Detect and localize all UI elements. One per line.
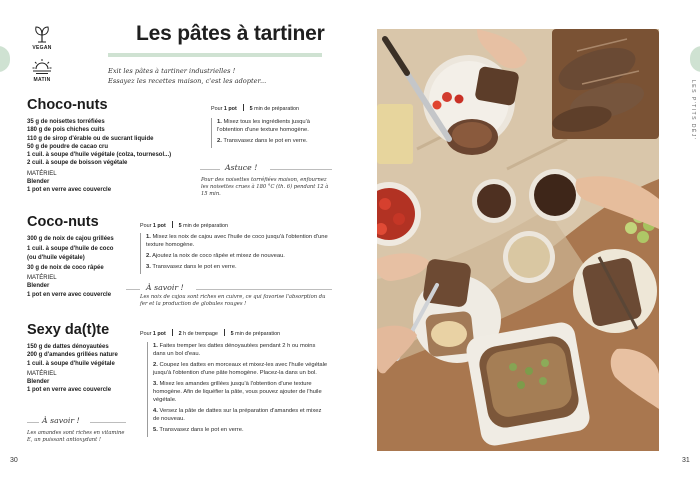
tip-rule xyxy=(27,422,39,423)
equipment-item: 1 pot en verre avec couvercle xyxy=(27,187,112,194)
tip-rule xyxy=(126,289,140,290)
steps-rule xyxy=(147,342,148,437)
recipe-meta-sexy-date xyxy=(140,329,280,337)
portion-value: 1 pot xyxy=(223,106,237,112)
intro-line: Exit les pâtes à tartiner industrielles ! xyxy=(108,67,236,75)
page-number-left: 30 xyxy=(10,457,18,464)
step-text: Faites tremper les dattes dénoyautées pendant 2 h ou moins dans un bol d'eau. xyxy=(153,343,316,357)
meta-separator xyxy=(172,329,173,336)
step-text: Ajoutez la noix de coco râpée et mixez de nouveau. xyxy=(150,253,285,259)
page-title: Les pâtes à tartiner xyxy=(136,22,325,45)
portion-prefix: Pour xyxy=(140,223,153,229)
time-value: 5 xyxy=(249,106,253,112)
steps-coco-nuts xyxy=(140,233,330,274)
spreads-table-illustration xyxy=(377,29,659,451)
step xyxy=(140,263,330,271)
equipment-item: Blender xyxy=(27,283,50,290)
tip-rule xyxy=(90,422,126,423)
step-text: Transvasez dans le pot en verre. xyxy=(221,138,308,144)
step-number: 3. xyxy=(146,264,151,270)
time-label: min de préparation xyxy=(233,331,281,337)
step-text: Mixez les noix de cajou avec l'huile de coco jusqu'à l'obtention d'une texture homogène. xyxy=(146,234,328,248)
ingredient: 180 g de pois chiches cuits xyxy=(27,127,105,134)
tip-title: À savoir ! xyxy=(42,416,80,425)
page-number-right: 31 xyxy=(682,457,690,464)
recipe-meta-coco-nuts xyxy=(140,221,228,229)
section-vertical-label: LES P'TITS DÉJ' xyxy=(690,80,696,141)
step-number: 2. xyxy=(217,138,222,144)
step-number: 1. xyxy=(153,343,158,349)
ingredient: 35 g de noisettes torréfiées xyxy=(27,119,105,125)
equipment-item: Blender xyxy=(27,179,50,186)
step-number: 2. xyxy=(153,362,158,368)
time-label: min de préparation xyxy=(252,106,300,112)
step-text: Transvasez dans le pot en verre. xyxy=(150,264,237,270)
tip-text: Pour des noisettes torréfiées maison, enfournez les noisettes crues à 180 °C (th. 6) pendant 12 à 15 min. xyxy=(201,177,329,198)
step-text: Versez la pâte de dattes sur la préparation d'amandes et mixez de nouveau. xyxy=(153,408,322,422)
steps-rule xyxy=(211,118,212,148)
time-value: 5 xyxy=(178,223,182,229)
step-text: Coupez les dattes en morceaux et mixez-les avec l'huile végétale jusqu'à l'obtention d'une pâte homogène. Placez-la dans un bol. xyxy=(153,362,328,376)
sunrise-icon xyxy=(31,56,53,76)
step xyxy=(147,361,329,377)
portion-value: 1 pot xyxy=(152,223,166,229)
step-number: 1. xyxy=(217,119,222,125)
portion-prefix: Pour xyxy=(140,331,153,337)
tip-rule xyxy=(196,289,332,290)
step-number: 5. xyxy=(153,427,158,433)
recipe-meta-choco-nuts xyxy=(211,104,299,112)
step xyxy=(211,137,333,145)
step-text: Mixez tous les ingrédients jusqu'à l'obtention d'une texture homogène. xyxy=(217,119,310,133)
equipment-item: Blender xyxy=(27,379,50,386)
meta-separator xyxy=(172,221,173,228)
intro-line: Essayez les recettes maison, c'est les adopter... xyxy=(108,77,267,85)
portion-prefix: Pour xyxy=(211,106,224,112)
section-tab-marker xyxy=(690,46,700,72)
ingredient: 30 g de noix de coco râpée xyxy=(27,264,104,271)
matin-label: MATIN xyxy=(33,77,51,83)
materiel-label: MATÉRIEL xyxy=(27,170,57,177)
step-number: 2. xyxy=(146,253,151,259)
step-text: Transvasez dans le pot en verre. xyxy=(157,427,244,433)
ingredient: 1 cuil. à soupe d'huile végétale (colza, tournesol...) xyxy=(27,152,172,159)
step xyxy=(147,380,329,404)
ingredient: 200 g d'amandes grillées nature xyxy=(27,352,118,359)
title-underline xyxy=(108,53,322,57)
right-page xyxy=(350,0,700,479)
tip-text: Les amandes sont riches en vitamine E, un puissant antioxydant ! xyxy=(27,430,125,444)
ingredients-sexy-date xyxy=(27,343,131,395)
steps-rule xyxy=(140,233,141,274)
meta-separator xyxy=(243,104,244,111)
steps-choco-nuts xyxy=(211,118,333,148)
intro-text xyxy=(108,66,328,86)
meta-separator xyxy=(224,329,225,336)
recipe-title-choco-nuts: Choco-nuts xyxy=(27,97,108,113)
ingredient: 50 g de poudre de cacao cru xyxy=(27,143,109,150)
equipment-item: 1 pot en verre avec couvercle xyxy=(27,291,112,298)
ingredient: 300 g de noix de cajou grillées xyxy=(27,236,114,242)
steps-sexy-date xyxy=(147,342,329,437)
ingredient: 150 g de dattes dénoyautées xyxy=(27,344,109,350)
step xyxy=(140,252,330,260)
portion-value: 1 pot xyxy=(152,331,166,337)
recipe-title-sexy-date: Sexy da(t)te xyxy=(27,322,110,338)
soak-value: 2 xyxy=(178,331,182,337)
time-label: min de préparation xyxy=(181,223,229,229)
step xyxy=(140,233,330,249)
tip-rule xyxy=(200,169,220,170)
step-text: Mixez les amandes grillées jusqu'à l'obtention d'une texture homogène. Afin de liquéfier la pâte, vous pouvez ajouter de l'huile végétale. xyxy=(153,381,322,403)
section-tab-marker xyxy=(0,46,10,72)
ingredient: 110 g de sirop d'érable ou de sucrant liquide xyxy=(27,135,154,142)
step-number: 4. xyxy=(153,408,158,414)
tip-title: À savoir ! xyxy=(146,283,184,292)
vegan-label: VEGAN xyxy=(32,45,52,51)
soak-label: h de trempage xyxy=(181,331,218,337)
time-value: 5 xyxy=(230,331,234,337)
vegan-leaf-icon xyxy=(31,24,53,44)
food-photo xyxy=(377,29,659,451)
step xyxy=(211,118,333,134)
recipe-title-coco-nuts: Coco-nuts xyxy=(27,214,99,230)
ingredients-choco-nuts xyxy=(27,118,197,195)
equipment-item: 1 pot en verre avec couvercle xyxy=(27,387,112,394)
step xyxy=(147,426,329,434)
step xyxy=(147,342,329,358)
ingredient: 1 cuil. à soupe d'huile végétale xyxy=(27,360,115,367)
ingredient: 1 cuil. à soupe d'huile de coco (ou d'huile végétale) xyxy=(27,246,114,261)
step-number: 1. xyxy=(146,234,151,240)
tip-title: Astuce ! xyxy=(225,163,258,172)
ingredients-coco-nuts xyxy=(27,235,119,299)
tip-text: Les noix de cajou sont riches en cuivre, ce qui favorise l'absorption du fer et la production de globules rouges ! xyxy=(140,294,326,308)
materiel-label: MATÉRIEL xyxy=(27,275,57,282)
step xyxy=(147,407,329,423)
step-number: 3. xyxy=(153,381,158,387)
tip-rule xyxy=(270,169,332,170)
tag-icons xyxy=(28,24,56,83)
materiel-label: MATÉRIEL xyxy=(27,370,57,377)
ingredient: 2 cuil. à soupe de boisson végétale xyxy=(27,160,128,167)
